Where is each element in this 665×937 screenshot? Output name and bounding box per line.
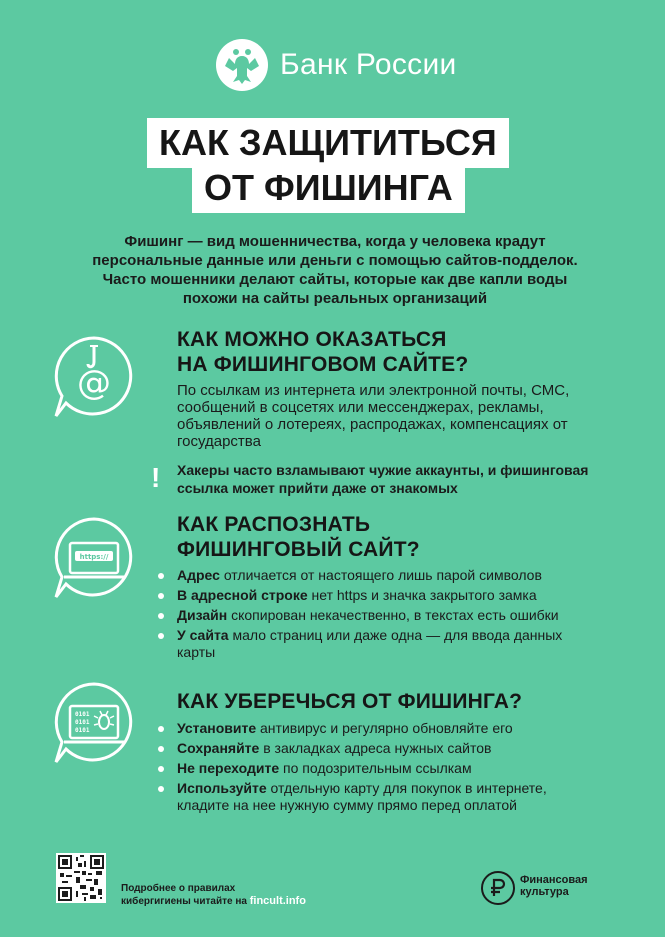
section2-title-line-1: КАК РАСПОЗНАТЬ (177, 513, 371, 536)
svg-text:0101: 0101 (75, 719, 90, 726)
warning-text: Хакеры часто взламывают чужие аккаунты, и фишинговая ссылка может прийти даже от знакомых (177, 462, 589, 496)
svg-text:@: @ (77, 363, 111, 403)
list-item: У сайта мало страниц или даже одна — для ввода данных карты (155, 627, 595, 661)
footer-text: Подробнее о правилах кибергигиены читайте на fincult.info (121, 883, 306, 907)
at-sign-hook-icon (48, 332, 140, 424)
section1-title-line-2: НА ФИШИНГОВОМ САЙТЕ? (177, 353, 469, 376)
svg-text:0101: 0101 (75, 727, 90, 734)
financial-culture-logo-text: Финансовая культура (520, 874, 588, 898)
warning-icon: ! (151, 462, 161, 493)
section3-bullets (155, 720, 595, 817)
list-item: Установите антивирус и регулярно обновляйте его (155, 720, 595, 737)
section1-title-line-1: КАК МОЖНО ОКАЗАТЬСЯ (177, 328, 447, 351)
svg-text:0101: 0101 (75, 711, 90, 718)
intro-text: Фишинг — вид мошенничества, когда у человека крадут персональные данные или деньги с помощью сайтов-подделок. Часто мошенники делают сайты, которые как две капли воды похожи на сайты реальных организаций (92, 233, 578, 307)
list-item: Дизайн скопирован некачественно, в текстах есть ошибки (155, 607, 595, 624)
qr-code-icon[interactable] (56, 853, 106, 903)
list-item: Адрес отличается от настоящего лишь парой символов (155, 567, 595, 584)
list-item: Сохраняйте в закладках адреса нужных сайтов (155, 740, 595, 757)
section3-title: КАК УБЕРЕЧЬСЯ ОТ ФИШИНГА? (177, 690, 523, 713)
ruble-circle-icon (480, 870, 516, 906)
page-title-line-1: КАК ЗАЩИТИТЬСЯ (147, 118, 509, 168)
eagle-emblem-icon (215, 38, 269, 92)
laptop-https-icon (48, 513, 140, 605)
fincult-link[interactable]: fincult.info (249, 895, 306, 907)
section1-text: По ссылкам из интернета или электронной почты, СМС, сообщений в соцсетях или мессенджерах, рекламы, объявлений о лотереях, распродажах, компенсациях от государства (177, 382, 570, 450)
list-item: В адресной строке нет https и значка закрытого замка (155, 587, 595, 604)
laptop-bug-icon (48, 678, 140, 770)
list-item: Используйте отдельную карту для покупок в интернете, кладите на нее нужную сумму прямо перед оплатой (155, 780, 595, 814)
list-item: Не переходите по подозрительным ссылкам (155, 760, 595, 777)
section2-title-line-2: ФИШИНГОВЫЙ САЙТ? (177, 538, 420, 561)
section2-bullets (155, 567, 595, 664)
page-title-line-2: ОТ ФИШИНГА (192, 163, 465, 213)
bank-name: Банк России (280, 48, 457, 81)
https-icon-label: https:// (79, 553, 109, 561)
